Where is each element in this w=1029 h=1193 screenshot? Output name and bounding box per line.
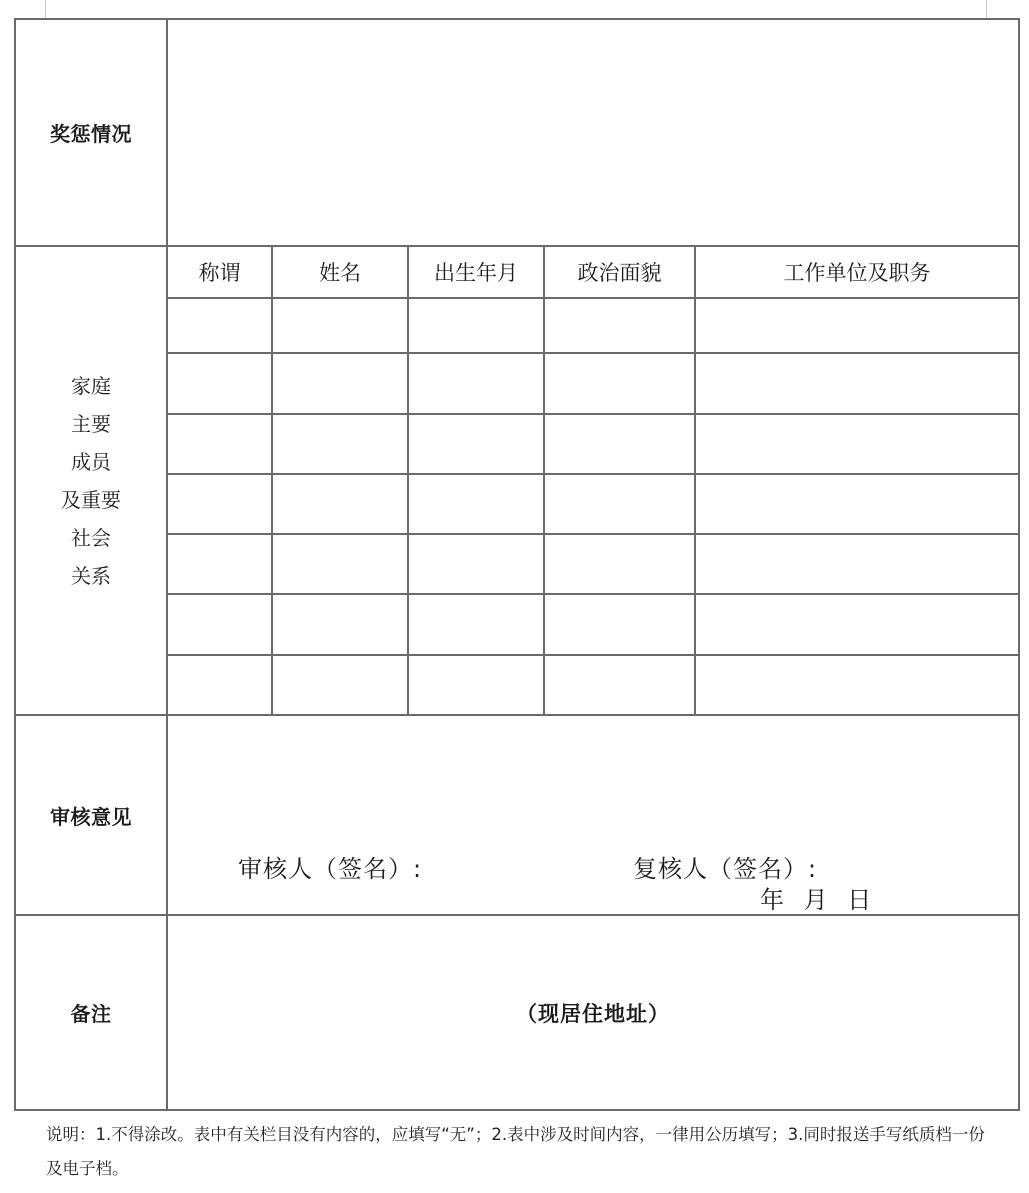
rewards-row bbox=[15, 19, 1019, 246]
family-cell-name[interactable] bbox=[272, 594, 408, 655]
family-cell-birth[interactable] bbox=[408, 414, 544, 474]
family-cell-birth[interactable] bbox=[408, 474, 544, 534]
remarks-input[interactable]: （现居住地址） bbox=[167, 915, 1019, 1110]
remarks-label: 备注 bbox=[15, 915, 167, 1110]
column-header-employer-position: 工作单位及职务 bbox=[695, 246, 1019, 298]
page-margin-guide-right bbox=[986, 0, 987, 18]
family-cell-birth[interactable] bbox=[408, 534, 544, 594]
family-label-line: 社会 bbox=[71, 525, 111, 550]
column-header-name: 姓名 bbox=[272, 246, 408, 298]
family-cell-birth[interactable] bbox=[408, 594, 544, 655]
family-label-line: 及重要 bbox=[61, 487, 121, 512]
family-cell-political-status[interactable] bbox=[544, 298, 695, 353]
family-cell-employer-position[interactable] bbox=[695, 594, 1019, 655]
column-header-political-status: 政治面貌 bbox=[544, 246, 695, 298]
rechecker-signature-label: 复核人（签名）: bbox=[633, 855, 818, 883]
family-cell-political-status[interactable] bbox=[544, 474, 695, 534]
family-cell-name[interactable] bbox=[272, 655, 408, 715]
family-cell-political-status[interactable] bbox=[544, 353, 695, 414]
family-cell-name[interactable] bbox=[272, 474, 408, 534]
family-cell-employer-position[interactable] bbox=[695, 534, 1019, 594]
family-cell-name[interactable] bbox=[272, 534, 408, 594]
family-cell-birth[interactable] bbox=[408, 353, 544, 414]
family-cell-employer-position[interactable] bbox=[695, 353, 1019, 414]
form-instructions-note: 说明：1.不得涂改。表中有关栏目没有内容的，应填写“无”；2.表中涉及时间内容，一律用公历填写；3.同时报送手写纸质档一份及电子档。 bbox=[46, 1125, 985, 1178]
family-cell-political-status[interactable] bbox=[544, 594, 695, 655]
family-cell-relation[interactable] bbox=[167, 534, 272, 594]
family-label bbox=[15, 246, 167, 715]
family-cell-political-status[interactable] bbox=[544, 534, 695, 594]
reviewer-signature-label: 审核人（签名）: bbox=[238, 855, 423, 883]
family-cell-relation[interactable] bbox=[167, 655, 272, 715]
review-date-label: 年 月 日 bbox=[760, 886, 872, 914]
family-cell-name[interactable] bbox=[272, 353, 408, 414]
family-cell-relation[interactable] bbox=[167, 474, 272, 534]
remarks-row bbox=[15, 915, 1019, 1110]
review-input[interactable] bbox=[167, 715, 1019, 915]
family-cell-employer-position[interactable] bbox=[695, 414, 1019, 474]
family-label-line: 成员 bbox=[71, 449, 111, 474]
rewards-label: 奖惩情况 bbox=[15, 19, 167, 246]
column-header-birth: 出生年月 bbox=[408, 246, 544, 298]
family-label-line: 关系 bbox=[71, 563, 111, 588]
family-cell-relation[interactable] bbox=[167, 353, 272, 414]
family-cell-birth[interactable] bbox=[408, 298, 544, 353]
family-cell-relation[interactable] bbox=[167, 594, 272, 655]
registration-form-table bbox=[14, 18, 1020, 1111]
family-cell-political-status[interactable] bbox=[544, 414, 695, 474]
page-margin-guide-left bbox=[45, 0, 46, 18]
family-cell-employer-position[interactable] bbox=[695, 655, 1019, 715]
family-cell-name[interactable] bbox=[272, 414, 408, 474]
family-label-line: 主要 bbox=[71, 411, 111, 436]
family-label-line: 家庭 bbox=[71, 373, 111, 398]
column-header-relation: 称谓 bbox=[167, 246, 272, 298]
family-cell-employer-position[interactable] bbox=[695, 474, 1019, 534]
family-cell-relation[interactable] bbox=[167, 414, 272, 474]
family-header-row bbox=[15, 246, 1019, 298]
family-cell-name[interactable] bbox=[272, 298, 408, 353]
rewards-input[interactable] bbox=[167, 19, 1019, 246]
family-cell-birth[interactable] bbox=[408, 655, 544, 715]
review-label: 审核意见 bbox=[15, 715, 167, 915]
family-cell-relation[interactable] bbox=[167, 298, 272, 353]
review-row bbox=[15, 715, 1019, 915]
family-cell-political-status[interactable] bbox=[544, 655, 695, 715]
family-cell-employer-position[interactable] bbox=[695, 298, 1019, 353]
